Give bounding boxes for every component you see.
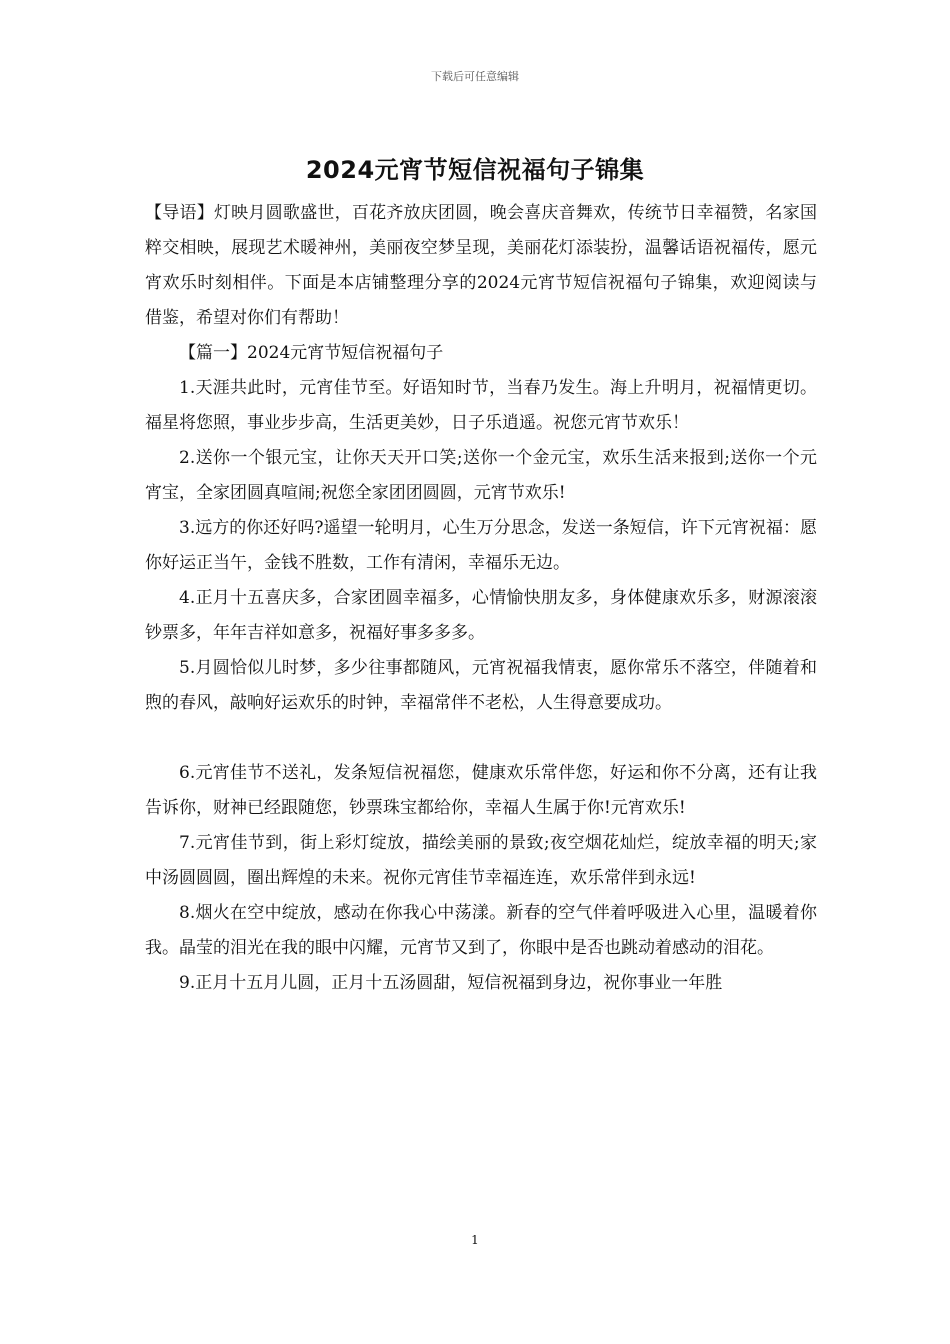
list-item: 4.正月十五喜庆多，合家团圆幸福多，心情愉快朋友多，身体健康欢乐多，财源滚滚钞票多，年年吉祥如意多，祝福好事多多多。	[145, 588, 817, 643]
document-body	[145, 196, 817, 1001]
list-item: 6.元宵佳节不送礼，发条短信祝福您，健康欢乐常伴您，好运和你不分离，还有让我告诉你，财神已经跟随您，钞票珠宝都给你，幸福人生属于你!元宵欢乐!	[145, 763, 817, 818]
page-number: 1	[471, 1233, 479, 1247]
list-item: 3.远方的你还好吗?遥望一轮明月，心生万分思念，发送一条短信，许下元宵祝福：愿你好运正当午，金钱不胜数，工作有清闲，幸福乐无边。	[145, 518, 817, 573]
list-item: 1.天涯共此时，元宵佳节至。好语知时节，当春乃发生。海上升明月，祝福情更切。福星将您照，事业步步高，生活更美妙，日子乐逍遥。祝您元宵节欢乐！	[145, 378, 817, 433]
header-note: 下载后可任意编辑	[431, 70, 519, 83]
list-item: 9.正月十五月儿圆，正月十五汤圆甜，短信祝福到身边，祝你事业一年胜	[179, 973, 723, 993]
list-item: 7.元宵佳节到，街上彩灯绽放，描绘美丽的景致;夜空烟花灿烂，绽放幸福的明天;家中汤圆圆圆，圈出辉煌的未来。祝你元宵佳节幸福连连，欢乐常伴到永远!	[145, 833, 817, 888]
list-item: 5.月圆恰似儿时梦，多少往事都随风，元宵祝福我情衷，愿你常乐不落空，伴随着和煦的春风，敲响好运欢乐的时钟，幸福常伴不老松，人生得意要成功。	[145, 658, 817, 713]
intro-paragraph: 【导语】灯映月圆歌盛世，百花齐放庆团圆，晚会喜庆音舞欢，传统节日幸福赞，名家国粹交相映，展现艺术暖神州，美丽夜空梦呈现，美丽花灯添装扮，温馨话语祝福传，愿元宵欢乐时刻相伴。下面是本店铺整理分享的2024元宵节短信祝福句子锦集，欢迎阅读与借鉴，希望对你们有帮助！	[145, 203, 817, 328]
list-item: 8.烟火在空中绽放，感动在你我心中荡漾。新春的空气伴着呼吸进入心里，温暖着你我。晶莹的泪光在我的眼中闪耀，元宵节又到了，你眼中是否也跳动着感动的泪花。	[145, 903, 817, 958]
document-title: 2024元宵节短信祝福句子锦集	[305, 156, 645, 184]
list-item: 2.送你一个银元宝，让你天天开口笑;送你一个金元宝，欢乐生活来报到;送你一个元宵宝，全家团圆真喧闹;祝您全家团团圆圆，元宵节欢乐!	[145, 448, 817, 503]
section-heading: 【篇一】2024元宵节短信祝福句子	[179, 343, 444, 363]
blank-line	[145, 721, 817, 756]
